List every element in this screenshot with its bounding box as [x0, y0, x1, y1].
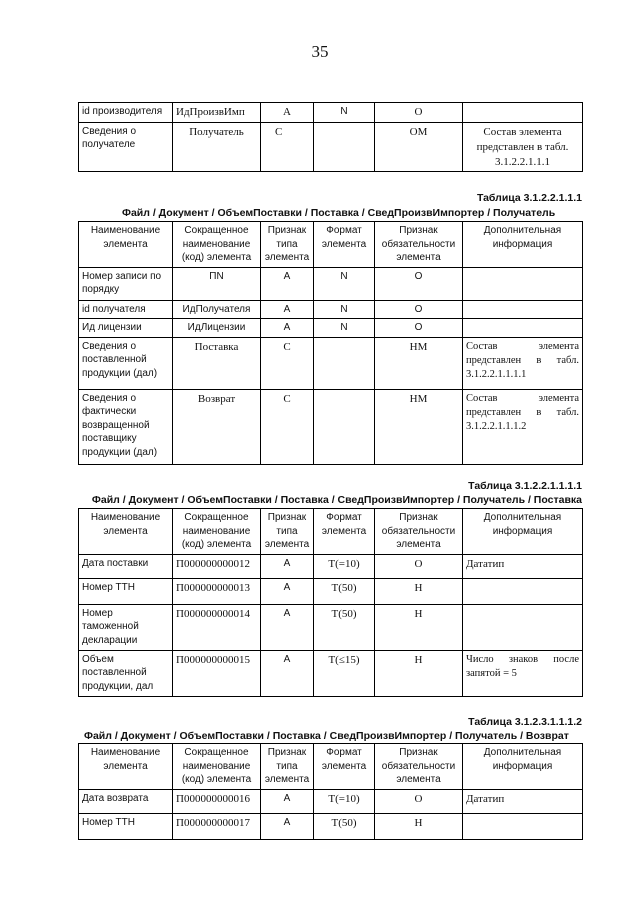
cell-required: Н	[375, 650, 463, 696]
header-format: Формат элемента	[314, 509, 375, 555]
header-format: Формат элемента	[314, 744, 375, 790]
table-delivery	[78, 508, 583, 697]
header-info: Дополнительная информация	[463, 744, 583, 790]
cell-info	[463, 578, 583, 604]
header-required: Признак обязательности элемента	[375, 744, 463, 790]
cell-format: Т(=10)	[314, 790, 375, 814]
cell-format	[314, 389, 375, 464]
cell-code: П000000000014	[173, 604, 261, 650]
cell-required: НМ	[375, 389, 463, 464]
cell-name: Объем поставленной продукции, дал	[79, 650, 173, 696]
cell-required: О	[375, 267, 463, 300]
cell-code: Получатель	[173, 122, 261, 172]
cell-info: Дататип	[463, 554, 583, 578]
cell-info: Дататип	[463, 790, 583, 814]
cell-code: ИдПолучателя	[173, 300, 261, 319]
header-type: Признак типа элемента	[261, 222, 314, 268]
header-type: Признак типа элемента	[261, 509, 314, 555]
cell-type: А	[261, 554, 314, 578]
header-format: Формат элемента	[314, 222, 375, 268]
cell-info	[463, 604, 583, 650]
cell-format	[314, 337, 375, 389]
table-path: Файл / Документ / ОбъемПоставки / Поставка / СведПроизвИмпортер / Получатель / Возврат	[84, 730, 569, 742]
cell-code: ИдПроизвИмп	[173, 103, 261, 123]
cell-required: О	[375, 319, 463, 338]
cell-required: Н	[375, 604, 463, 650]
table-row	[79, 122, 583, 172]
table-path: Файл / Документ / ОбъемПоставки / Поставка / СведПроизвИмпортер / Получатель	[122, 207, 556, 219]
table-path: Файл / Документ / ОбъемПоставки / Поставка / СведПроизвИмпортер / Получатель / Поставка	[91, 494, 582, 506]
table-row	[79, 300, 583, 319]
cell-type: А	[261, 319, 314, 338]
table-number: Таблица 3.1.2.2.1.1.1	[476, 192, 582, 204]
cell-code: П000000000013	[173, 578, 261, 604]
cell-info: Состав элемента представлен в табл. 3.1.2.2.1.1.1	[463, 122, 583, 172]
cell-name: Номер таможенной декларации	[79, 604, 173, 650]
cell-type: С	[261, 337, 314, 389]
cell-name: id производителя	[79, 103, 173, 123]
cell-code: Возврат	[173, 389, 261, 464]
cell-type: А	[261, 578, 314, 604]
cell-format: Т(≤15)	[314, 650, 375, 696]
page-number: 35	[311, 42, 329, 61]
cell-code: П000000000017	[173, 814, 261, 840]
cell-info	[463, 319, 583, 338]
cell-code: П000000000015	[173, 650, 261, 696]
cell-required: НМ	[375, 337, 463, 389]
header-code: Сокращенное наименование (код) элемента	[173, 509, 261, 555]
table-row	[79, 578, 583, 604]
cell-code: ПN	[173, 267, 261, 300]
cell-type: А	[261, 300, 314, 319]
cell-required: О	[375, 103, 463, 123]
table-recipient	[78, 221, 583, 465]
cell-name: Номер ТТН	[79, 578, 173, 604]
cell-name: Дата поставки	[79, 554, 173, 578]
header-name: Наименование элемента	[79, 744, 173, 790]
cell-code: П000000000012	[173, 554, 261, 578]
header-type: Признак типа элемента	[261, 744, 314, 790]
cell-info	[463, 300, 583, 319]
table-row	[79, 554, 583, 578]
cell-info: Число знаков после запятой = 5	[463, 650, 583, 696]
cell-name: id получателя	[79, 300, 173, 319]
cell-type: С	[261, 122, 314, 172]
header-required: Признак обязательности элемента	[375, 222, 463, 268]
header-code: Сокращенное наименование (код) элемента	[173, 222, 261, 268]
cell-name: Номер записи по порядку	[79, 267, 173, 300]
cell-type: А	[261, 650, 314, 696]
cell-format: Т(50)	[314, 604, 375, 650]
cell-name: Сведения о поставленной продукции (дал)	[79, 337, 173, 389]
table-number: Таблица 3.1.2.3.1.1.1.2	[468, 716, 582, 728]
cell-info	[463, 103, 583, 123]
table-row	[79, 319, 583, 338]
table-row	[79, 267, 583, 300]
cell-required: Н	[375, 578, 463, 604]
table-row	[79, 650, 583, 696]
cell-format: N	[314, 300, 375, 319]
cell-required: ОМ	[375, 122, 463, 172]
table-header-row	[79, 222, 583, 268]
table-continuation	[78, 102, 583, 172]
table-header-row	[79, 509, 583, 555]
cell-name: Сведения о фактически возвращенной поставщику продукции (дал)	[79, 389, 173, 464]
cell-format: Т(50)	[314, 578, 375, 604]
cell-info: Состав элемента представлен в табл. 3.1.2.2.1.1.1.1	[463, 337, 583, 389]
cell-name: Ид лицензии	[79, 319, 173, 338]
cell-type: А	[261, 267, 314, 300]
cell-info	[463, 267, 583, 300]
table-body	[79, 103, 583, 172]
cell-required: О	[375, 300, 463, 319]
cell-required: О	[375, 554, 463, 578]
table-row	[79, 337, 583, 389]
header-name: Наименование элемента	[79, 509, 173, 555]
cell-required: О	[375, 790, 463, 814]
header-name: Наименование элемента	[79, 222, 173, 268]
cell-type: А	[261, 103, 314, 123]
cell-format: Т(50)	[314, 814, 375, 840]
table-row	[79, 790, 583, 814]
cell-type: С	[261, 389, 314, 464]
header-info: Дополнительная информация	[463, 222, 583, 268]
cell-format: Т(=10)	[314, 554, 375, 578]
header-code: Сокращенное наименование (код) элемента	[173, 744, 261, 790]
cell-required: Н	[375, 814, 463, 840]
header-info: Дополнительная информация	[463, 509, 583, 555]
cell-code: ИдЛицензии	[173, 319, 261, 338]
table-return	[78, 743, 583, 840]
cell-code: П000000000016	[173, 790, 261, 814]
cell-type: А	[261, 790, 314, 814]
cell-format: N	[314, 103, 375, 123]
cell-info	[463, 814, 583, 840]
cell-type: А	[261, 604, 314, 650]
table-number: Таблица 3.1.2.2.1.1.1.1	[468, 480, 582, 492]
table-row	[79, 604, 583, 650]
table-row	[79, 389, 583, 464]
table-row	[79, 103, 583, 123]
header-required: Признак обязательности элемента	[375, 509, 463, 555]
cell-code: Поставка	[173, 337, 261, 389]
cell-format	[314, 122, 375, 172]
cell-format: N	[314, 319, 375, 338]
table-row	[79, 814, 583, 840]
cell-format: N	[314, 267, 375, 300]
cell-name: Дата возврата	[79, 790, 173, 814]
cell-info: Состав элемента представлен в табл. 3.1.2.2.1.1.1.2	[463, 389, 583, 464]
cell-type: А	[261, 814, 314, 840]
cell-name: Номер ТТН	[79, 814, 173, 840]
table-header-row	[79, 744, 583, 790]
cell-name: Сведения о получателе	[79, 122, 173, 172]
